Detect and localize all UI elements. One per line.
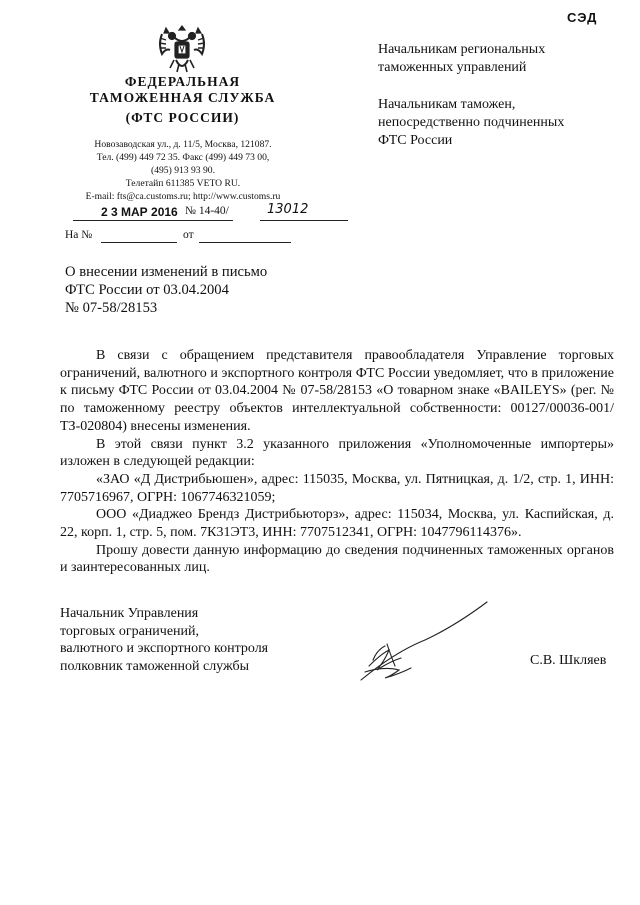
recipient-line: таможенных управлений xyxy=(378,60,527,75)
email-line: E-mail: fts@ca.customs.ru; http://www.customs.ru xyxy=(85,191,281,202)
recipient-block-1 xyxy=(378,41,628,77)
recipient-line: ФТС России xyxy=(378,133,453,148)
org-name-line3: (ФТС РОССИИ) xyxy=(125,110,240,125)
subject-block xyxy=(65,263,325,317)
signer-position-line: валютного и экспортного контроля xyxy=(60,641,269,657)
reference-number-blank xyxy=(101,242,177,243)
body-paragraph: Прошу довести данную информацию до сведения подчиненных таможенных органов и заинтересованных лиц. xyxy=(60,542,614,576)
recipient-line: Начальникам региональных xyxy=(378,42,546,57)
signer-position xyxy=(60,605,340,676)
recipient-block-2 xyxy=(378,96,628,150)
coat-of-arms-emblem xyxy=(156,20,208,76)
registration-number-handwritten: 13012 xyxy=(267,202,309,217)
handwritten-signature xyxy=(355,600,495,690)
recipient-line: Начальникам таможен, xyxy=(378,97,516,112)
registration-date-stamp: 2 3 МАР 2016 xyxy=(101,205,178,219)
number-underline xyxy=(260,220,348,221)
date-underline xyxy=(73,220,233,221)
subject-line: ФТС России от 03.04.2004 xyxy=(65,282,229,298)
phone-line: Тел. (499) 449 72 35. Факс (499) 449 73 00, xyxy=(96,152,270,163)
address-line: Новозаводская ул., д. 11/5, Москва, 121087. xyxy=(94,139,272,150)
body-paragraph: ООО «Диаджео Брендз Дистрибьюторз», адрес: 115034, Москва, ул. Каспийская, д. 22, корп. 1, стр. 5, пом. 7К31ЭТ3, ИНН: 7707512341, ОГРН: 1047796114376». xyxy=(60,507,614,541)
signer-name: С.В. Шкляев xyxy=(530,653,607,668)
signer-position-line: торговых ограничений, xyxy=(60,623,200,639)
registration-number-label: № 14-40/ xyxy=(185,205,229,217)
subject-line: № 07-58/28153 xyxy=(65,300,158,316)
teletype-line: Телетайп 611385 VETO RU. xyxy=(125,178,241,189)
subject-line: О внесении изменений в письмо xyxy=(65,264,268,280)
body-paragraph: В связи с обращением представителя правообладателя Управление торговых ограничений, валютного и экспортного контроля ФТС России уведомляет, что в приложение к письму ФТС России от 03.04.2004 № 07-58/28153 «О товарном знаке «BAILEYS» (рег. № по таможенному реестру объектов интеллектуальной собственности: 00127/00036-001/ТЗ-020804) внесены изменения. xyxy=(60,348,614,434)
phone-line-2: (495) 913 93 90. xyxy=(151,165,215,176)
registration-line xyxy=(65,202,309,223)
body-paragraph: «ЗАО «Д Дистрибьюшен», адрес: 115035, Москва, ул. Пятницкая, д. 1/2, стр. 1, ИНН: 7705716967, ОГРН: 1067746321059; xyxy=(60,471,614,505)
signer-position-line: полковник таможенной службы xyxy=(60,659,250,675)
org-name-line1: ФЕДЕРАЛЬНАЯ xyxy=(124,74,241,89)
body-paragraph: В этой связи пункт 3.2 указанного приложения «Уполномоченные импортеры» изложен в следующей редакции: xyxy=(60,436,614,470)
reference-ot-label: от xyxy=(183,229,194,241)
reference-na-label: На № xyxy=(65,229,93,241)
reference-date-blank xyxy=(199,242,291,243)
reference-line xyxy=(65,229,305,245)
letter-body xyxy=(60,347,614,577)
sed-stamp: СЭД xyxy=(567,10,598,25)
org-name-line2: ТАМОЖЕННАЯ СЛУЖБА xyxy=(89,90,276,105)
recipient-line: непосредственно подчиненных xyxy=(378,115,565,130)
signer-position-line: Начальник Управления xyxy=(60,606,199,621)
